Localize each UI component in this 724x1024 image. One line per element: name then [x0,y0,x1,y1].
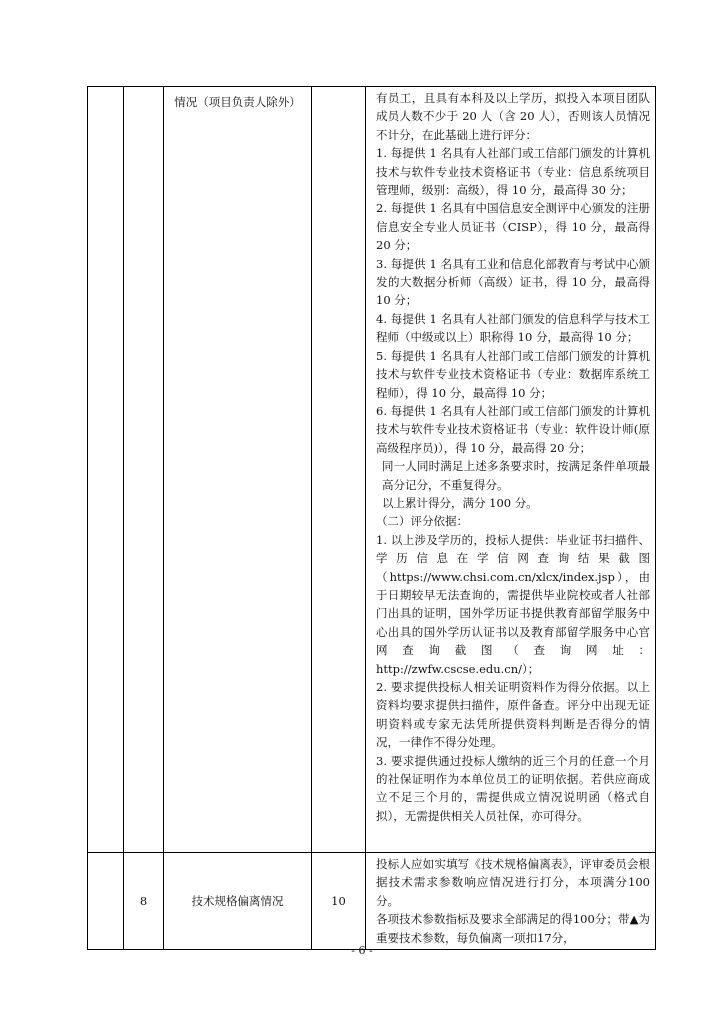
scoring-table [87,86,656,950]
empty-cell [88,87,124,853]
criteria-line: 5. 每提供 1 名具有人社部门或工信部门颁发的计算机技术与软件专业技术资格证书（专业：数据库系统工程师），得 10 分，最高得 10 分； [376,348,650,400]
criteria-subheading: （二）评分依据： [376,514,468,529]
item-name-cell [164,87,312,853]
criteria-line: 有员工，且具有本科及以上学历，拟投入本项目团队成员人数不少于 20 人（含 20 人），否则该人员情况不计分，在此基础上进行评分： [376,91,650,142]
criteria-text [366,853,655,949]
row-number: 8 [124,853,164,950]
criteria-line: 3. 每提供 1 名具有工业和信息化部教育与考试中心颁发的大数据分析师（高级）证书，得 10 分，最高得 10 分； [376,256,650,308]
criteria-line: 4. 每提供 1 名具有人社部门颁发的信息科学与技术工程师（中级或以上）职称得 10 分，最高得 10 分； [376,311,650,345]
item-name: 情况（项目负责人除外） [174,95,301,109]
item-name: 技术规格偏离情况 [164,853,312,950]
number-cell [124,87,164,853]
table-row-8 [88,853,656,950]
empty-cell [88,853,124,950]
criteria-line: 1. 每提供 1 名具有人社部门或工信部门颁发的计算机技术与软件专业技术资格证书（专业：信息系统项目管理师，级别：高级），得 10 分，最高得 30 分； [376,146,650,198]
score-cell [312,87,366,853]
table-row-continued [88,87,656,853]
criteria-line: 2. 要求提供投标人相关证明资料作为得分依据。以上资料均要求提供扫描件，原件备查。评分中出现无证明资料或专家无法凭所提供资料判断是否得分的情况，一律作不得分处理。 [376,680,650,750]
criteria-line: 6. 每提供 1 名具有人社部门或工信部门颁发的计算机技术与软件专业技术资格证书（专业：软件设计师(原高级程序员)），得 10 分，最高得 20 分； [376,403,650,455]
criteria-cell [366,853,656,950]
criteria-line: 3. 要求提供通过投标人缴纳的近三个月的任意一个月的社保证明作为本单位员工的证明依据。若供应商成立不足三个月的，需提供成立情况说明函（格式自拟），无需提供相关人员社保，亦可得分。 [376,753,650,823]
criteria-line: 各项技术参数指标及要求全部满足的得100分；带▲为重要技术参数，每负偏离一项扣17分， [376,912,650,945]
criteria-line: 同一人同时满足上述多条要求时，按满足条件单项最高分记分，不重复得分。 [382,459,650,492]
criteria-line: 1. 以上涉及学历的，投标人提供：毕业证书扫描件、学历信息在学信网查询结果截图（https://www.chsi.com.cn/xlcx/index.jsp），由于日期较早无法查询的，需提供毕业院校或者人社部门出具的证明，国外学历证书提供教育部留学服务中心出具的国外学历认证书以及教育部留学服务中心官网查询截图（查询网址：http://zwfw.cscse.edu.cn/）； [376,532,650,676]
score: 10 [312,853,366,950]
criteria-line: 2. 每提供 1 名具有中国信息安全测评中心颁发的注册信息安全专业人员证书（CISP），得 10 分，最高得 20 分； [376,201,650,253]
page-number: - 6 - [351,944,373,957]
criteria-text [366,87,655,827]
criteria-line: 投标人应如实填写《技术规格偏离表》，评审委员会根据技术需求参数响应情况进行打分，本项满分100分。 [376,857,650,908]
criteria-line: 以上累计得分，满分 100 分。 [382,495,538,510]
criteria-cell [366,87,656,853]
